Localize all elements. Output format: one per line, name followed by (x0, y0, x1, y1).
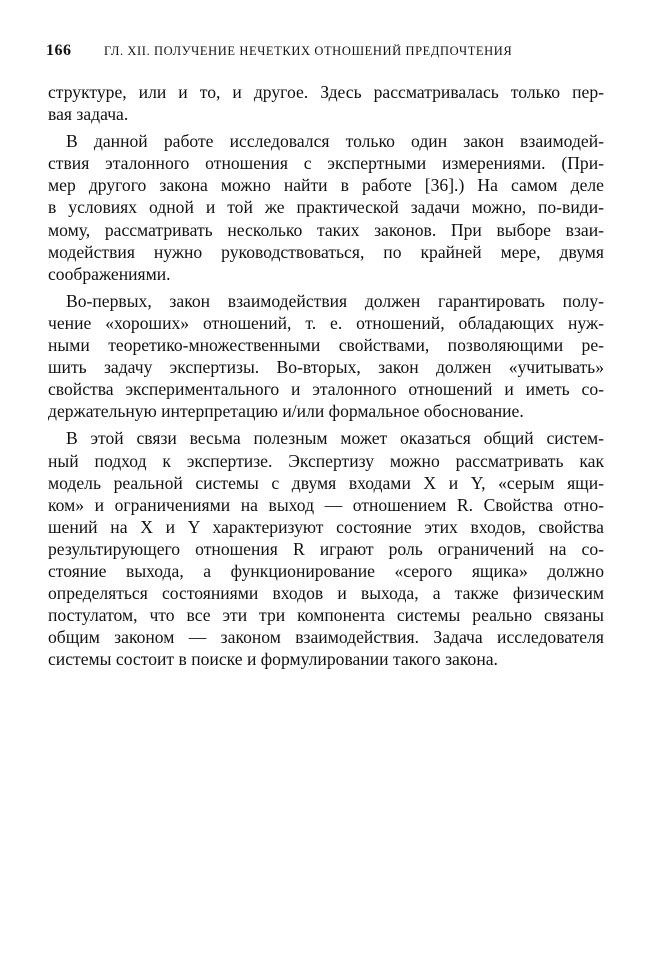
text-line: модель реальной системы с двумя входами X и Y, «серым ящи- (48, 472, 604, 493)
text-line: общим законом — законом взаимодействия. Задача исследователя (48, 627, 604, 648)
text-line: в условиях одной и той же практической задачи можно, по-види- (48, 197, 604, 218)
running-head (46, 42, 606, 64)
paragraph-2 (48, 130, 604, 285)
text-line: постулатом, что все эти три компонента системы реально связаны (48, 605, 604, 626)
chapter-title: ГЛ. XII. ПОЛУЧЕНИЕ НЕЧЕТКИХ ОТНОШЕНИЙ ПРЕДПОЧТЕНИЯ (104, 44, 513, 58)
text-line: результирующего отношения R играют роль ограничений на со- (48, 538, 604, 559)
text-line: ными теоретико-множественными свойствами, позволяющими ре- (48, 335, 604, 356)
text-line: шить задачу экспертизы. Во-вторых, закон должен «учитывать» (48, 357, 604, 378)
text-line: В данной работе исследовался только один закон взаимодей- (66, 131, 604, 152)
text-line: Во-первых, закон взаимодействия должен гарантировать полу- (66, 290, 604, 311)
text-line: свойства экспериментального и эталонного отношений и иметь со- (48, 379, 604, 400)
text-line: шений на X и Y характеризуют состояние этих входов, свойства (48, 516, 604, 537)
text-line: мому, рассматривать несколько таких законов. При выборе взаи- (48, 219, 604, 240)
text-line: модействия нужно руководствоваться, по крайней мере, двумя (48, 241, 604, 262)
paragraph-1 (48, 81, 604, 125)
text-line: ствия эталонного отношения с экспертными измерениями. (При- (48, 153, 604, 174)
text-line: соображениями. (48, 263, 171, 284)
text-line: ком» и ограничениями на выход — отношением R. Свойства отно- (48, 494, 604, 515)
text-line: системы состоит в поиске и формулировании такого закона. (48, 649, 498, 670)
body-text (48, 81, 604, 670)
text-line: стояние выхода, а функционирование «серого ящика» должно (48, 560, 604, 581)
text-line: структуре, или и то, и другое. Здесь рассматривалась только пер- (48, 82, 604, 102)
text-line: держательную интерпретацию и/или формальное обоснование. (48, 401, 524, 422)
text-line: вая задача. (48, 104, 129, 125)
paragraph-3 (48, 290, 604, 423)
text-line: В этой связи весьма полезным может оказаться общий систем- (66, 428, 604, 449)
text-line: определяться состояниями входов и выхода, а также физическим (48, 583, 604, 604)
text-line: чение «хороших» отношений, т. е. отношений, обладающих нуж- (48, 312, 604, 333)
page-number: 166 (46, 42, 72, 59)
text-line: ный подход к экспертизе. Экспертизу можно рассматривать как (48, 450, 604, 471)
text-line: мер другого закона можно найти в работе [36].) На самом деле (48, 175, 604, 196)
paragraph-4 (48, 427, 604, 670)
